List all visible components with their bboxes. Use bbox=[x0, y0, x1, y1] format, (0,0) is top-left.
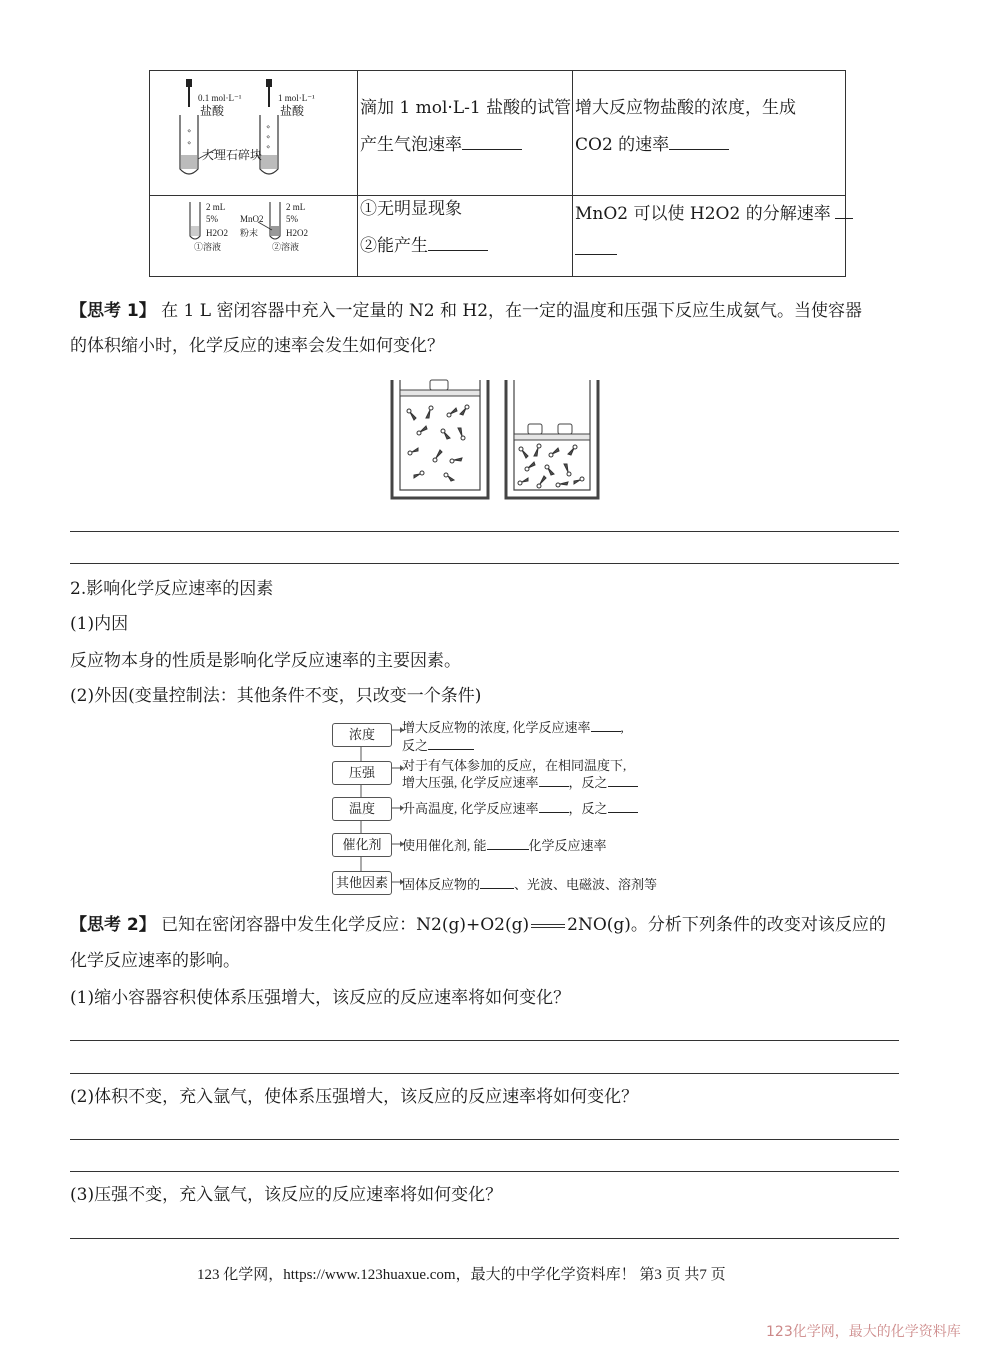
think1-label: 【思考 1】 bbox=[70, 301, 156, 321]
flowchart-other-factors-line: 固体反应物的 、光波、电磁波、溶剂等 bbox=[402, 877, 658, 892]
powder-label: 粉末 bbox=[240, 228, 259, 238]
flowchart-box-concentration: 浓度 bbox=[332, 723, 392, 747]
table-row2-conclusion bbox=[573, 196, 846, 277]
mno2-label: MnO2 bbox=[240, 214, 264, 224]
think2-question3: (3)压强不变，充入氩气，该反应的反应速率将如何变化？ bbox=[70, 1185, 503, 1205]
flowchart-box-pressure: 压强 bbox=[332, 761, 392, 785]
table-row2-phenomenon bbox=[358, 196, 573, 277]
right-volume-label: 2 mL bbox=[286, 202, 306, 212]
section2-title: 2.影响化学反应速率的因素 bbox=[70, 579, 274, 599]
svg-text:⋄: ⋄ bbox=[266, 143, 271, 151]
right-solution-label: ②溶液 bbox=[272, 242, 300, 252]
row2-conclusion-line2 bbox=[575, 238, 617, 259]
section2-internal-heading: (1)内因 bbox=[70, 614, 129, 634]
page-footer: 123 化学网，https://www.123huaxue.com，最大的中学化学资料库！ 第3 页 共7 页 bbox=[197, 1267, 726, 1283]
answer-line bbox=[70, 563, 899, 564]
right-percent-label: 5% bbox=[286, 214, 298, 224]
answer-line bbox=[70, 1139, 899, 1140]
flowchart-concentration-line1: 增大反应物的浓度, 化学反应速率 , bbox=[402, 720, 624, 735]
reaction-arrow bbox=[531, 924, 565, 928]
flowchart-temperature-line: 升高温度, 化学反应速率 ，反之 bbox=[402, 800, 638, 817]
think1-text: 在 1 L 密闭容器中充入一定量的 N2 和 H2，在一定的温度和压强下反应生成氨气。当使容器 bbox=[161, 301, 863, 321]
think2-label: 【思考 2】 bbox=[70, 915, 156, 935]
gas-container-figure bbox=[390, 376, 600, 502]
row1-conclusion-line2: CO2 的速率 bbox=[575, 133, 729, 156]
answer-line bbox=[70, 1171, 899, 1172]
left-h2o2-label: H2O2 bbox=[206, 228, 228, 238]
think2-line1 bbox=[70, 914, 886, 936]
flowchart-box-temperature: 温度 bbox=[332, 797, 392, 821]
right-h2o2-label: H2O2 bbox=[286, 228, 308, 238]
flowchart-box-catalyst: 催化剂 bbox=[332, 833, 392, 857]
row2-conclusion-line1: MnO2 可以使 H2O2 的分解速率 bbox=[575, 202, 853, 225]
section2-internal-text: 反应物本身的性质是影响化学反应速率的主要因素。 bbox=[70, 651, 461, 671]
table-row1-figure bbox=[150, 71, 358, 196]
svg-text:⋄: ⋄ bbox=[187, 139, 192, 147]
flowchart-pressure-line2: 增大压强, 化学反应速率 ，反之 bbox=[402, 774, 638, 791]
flowchart-catalyst-line: 使用催化剂, 能 化学反应速率 bbox=[402, 838, 607, 853]
row1-conclusion-line1: 增大反应物盐酸的浓度，生成 bbox=[575, 98, 796, 118]
answer-line bbox=[70, 531, 899, 532]
flowchart-concentration-line2: 反之 bbox=[402, 737, 474, 754]
section2-external-heading: (2)外因(变量控制法：其他条件不变，只改变一个条件) bbox=[70, 686, 482, 706]
right-conc-label: 1 mol·L⁻¹ bbox=[278, 93, 315, 103]
answer-line bbox=[70, 1073, 899, 1074]
table-row2-figure bbox=[150, 196, 358, 277]
left-percent-label: 5% bbox=[206, 214, 218, 224]
left-conc-label: 0.1 mol·L⁻¹ bbox=[198, 93, 242, 103]
experiment-table bbox=[149, 70, 846, 277]
right-acid-label: 盐酸 bbox=[280, 104, 305, 118]
table-row1-phenomenon bbox=[358, 71, 573, 196]
row2-phenomenon-line2: ②能产生 bbox=[360, 234, 488, 257]
svg-text:⋄: ⋄ bbox=[187, 127, 192, 135]
left-acid-label: 盐酸 bbox=[200, 104, 225, 118]
table-row1-conclusion bbox=[573, 71, 846, 196]
think2-line2: 化学反应速率的影响。 bbox=[70, 951, 240, 971]
row1-phenomenon-line1: 滴加 1 mol·L-1 盐酸的试管 bbox=[360, 98, 572, 118]
answer-line bbox=[70, 1040, 899, 1041]
left-volume-label: 2 mL bbox=[206, 202, 226, 212]
left-solution-label: ①溶液 bbox=[194, 242, 222, 252]
answer-line bbox=[70, 1238, 899, 1239]
think2-question2: (2)体积不变，充入氩气，使体系压强增大，该反应的反应速率将如何变化？ bbox=[70, 1087, 639, 1107]
think1-line2: 的体积缩小时，化学反应的速率会发生如何变化？ bbox=[70, 336, 444, 356]
think2-question1: (1)缩小容器容积使体系压强增大，该反应的反应速率将如何变化？ bbox=[70, 988, 571, 1008]
svg-text:⋄: ⋄ bbox=[266, 133, 271, 141]
row1-phenomenon-line2: 产生气泡速率 bbox=[360, 133, 522, 156]
flowchart-box-other-factors: 其他因素 bbox=[332, 871, 392, 895]
think1-line1 bbox=[70, 300, 862, 322]
hcl-marble-test-tubes-figure bbox=[150, 71, 357, 191]
row2-phenomenon-line1: ①无明显现象 bbox=[360, 199, 462, 219]
svg-text:⋄: ⋄ bbox=[266, 123, 271, 131]
watermark: 123化学网，最大的化学资料库 bbox=[766, 1324, 961, 1340]
marble-label: 大理石碎块 bbox=[202, 148, 263, 162]
think2-reaction-left: 已知在密闭容器中发生化学反应：N2(g)+O2(g) bbox=[161, 915, 530, 935]
think2-reaction-right: 2NO(g)。分析下列条件的改变对该反应的 bbox=[567, 915, 886, 935]
flowchart-pressure-line1: 对于有气体参加的反应，在相同温度下, bbox=[402, 758, 627, 773]
